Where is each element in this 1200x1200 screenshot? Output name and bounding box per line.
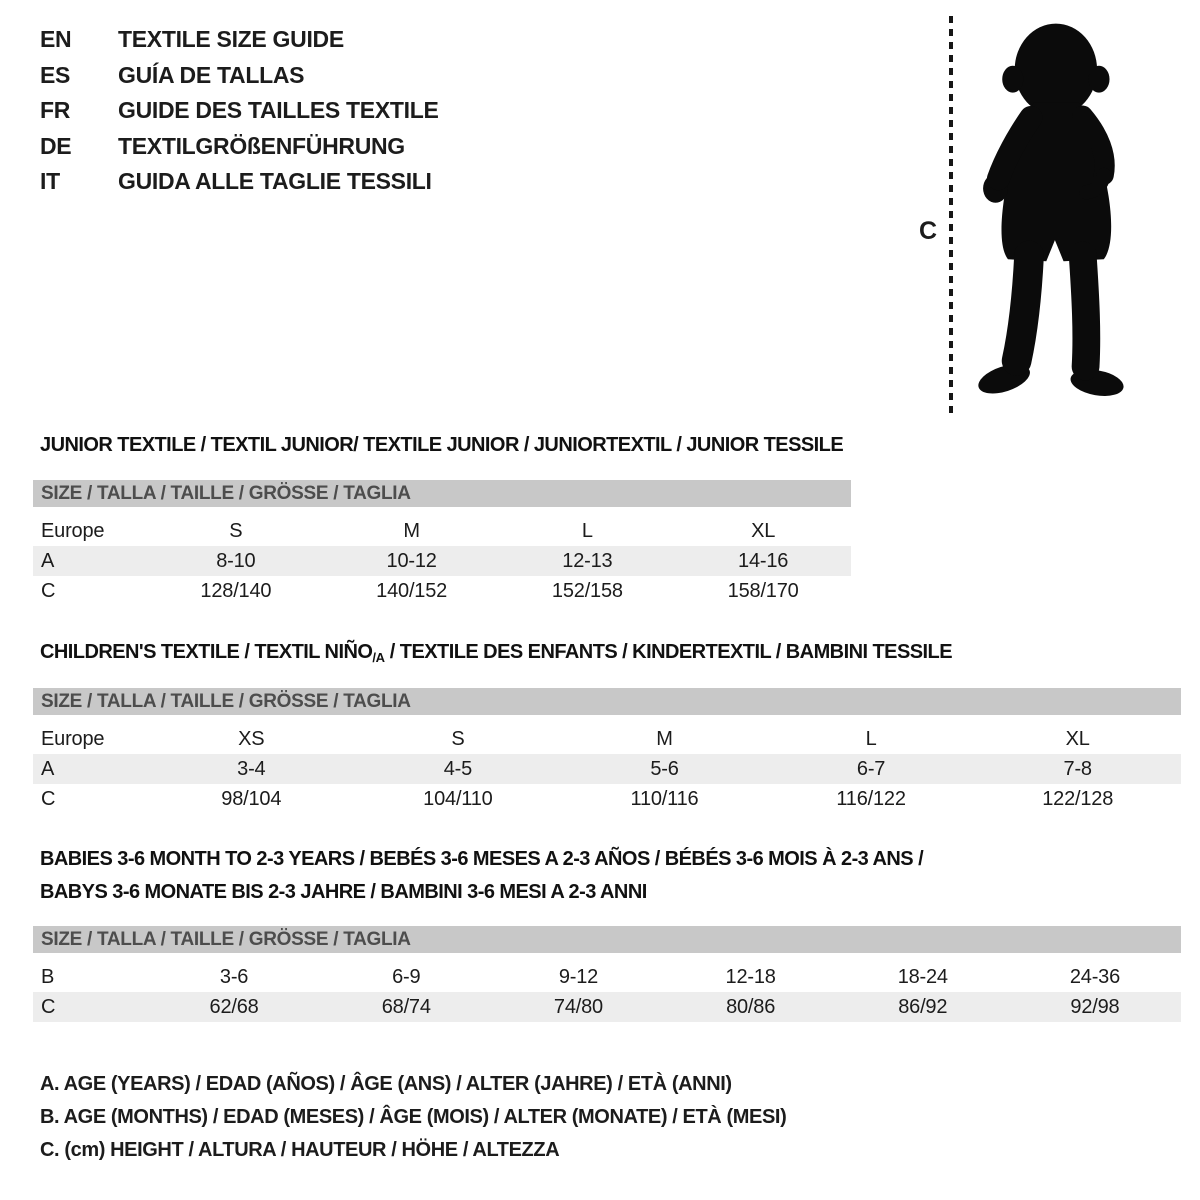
children-title-pre: CHILDREN'S TEXTILE / TEXTIL NIÑO bbox=[40, 641, 373, 663]
lang-row-en bbox=[40, 22, 439, 58]
cell: 10-12 bbox=[386, 549, 437, 572]
measure-legend bbox=[40, 1068, 786, 1167]
cell: M bbox=[656, 727, 673, 750]
cell: 152/158 bbox=[551, 579, 623, 602]
language-title-list bbox=[40, 22, 439, 200]
junior-size-table bbox=[33, 480, 851, 606]
cell: 6-7 bbox=[856, 757, 886, 780]
row-label: C bbox=[41, 995, 56, 1018]
lang-label-en: TEXTILE SIZE GUIDE bbox=[118, 26, 344, 53]
cell: 5-6 bbox=[650, 757, 679, 780]
junior-row-age bbox=[33, 546, 851, 576]
cell: L bbox=[581, 519, 593, 542]
row-label: C bbox=[41, 579, 56, 602]
cell: 110/116 bbox=[630, 787, 699, 810]
height-measure-figure bbox=[905, 14, 1163, 426]
children-title-post: / TEXTILE DES ENFANTS / KINDERTEXTIL / BAMBINI TESSILE bbox=[384, 641, 952, 663]
children-size-table bbox=[33, 688, 1181, 814]
row-label: Europe bbox=[41, 727, 105, 750]
lang-code-en: EN bbox=[40, 26, 72, 53]
cell: 9-12 bbox=[558, 965, 599, 988]
lang-row-fr bbox=[40, 93, 439, 129]
babies-size-header: SIZE / TALLA / TAILLE / GRÖSSE / TAGLIA bbox=[33, 926, 1181, 953]
babies-row-height bbox=[33, 992, 1181, 1022]
cell: 8-10 bbox=[216, 549, 256, 572]
cell: M bbox=[403, 519, 420, 542]
cell: 14-16 bbox=[738, 549, 789, 572]
cell: 92/98 bbox=[1070, 995, 1120, 1018]
cell: 3-6 bbox=[219, 965, 249, 988]
cell: 122/128 bbox=[1042, 787, 1114, 810]
children-row-height bbox=[33, 784, 1181, 814]
cell: 98/104 bbox=[221, 787, 282, 810]
cell: 7-8 bbox=[1063, 757, 1092, 780]
cell: 18-24 bbox=[897, 965, 948, 988]
junior-section-title: JUNIOR TEXTILE / TEXTIL JUNIOR/ TEXTILE JUNIOR / JUNIORTEXTIL / JUNIOR TESSILE bbox=[40, 434, 844, 456]
cell: 116/122 bbox=[836, 787, 906, 810]
cell: 24-36 bbox=[1069, 965, 1121, 988]
legend-height-cm: C. (cm) HEIGHT / ALTURA / HAUTEUR / HÖHE / ALTEZZA bbox=[40, 1139, 560, 1161]
height-dashed-line bbox=[949, 16, 953, 418]
children-section-title bbox=[40, 641, 952, 665]
junior-size-header: SIZE / TALLA / TAILLE / GRÖSSE / TAGLIA bbox=[33, 480, 851, 507]
babies-title-line2: BABYS 3-6 MONATE BIS 2-3 JAHRE / BAMBINI 3-6 MESI A 2-3 ANNI bbox=[40, 881, 647, 903]
cell: XS bbox=[238, 727, 265, 750]
cell: 68/74 bbox=[381, 995, 431, 1018]
cell: L bbox=[865, 727, 877, 750]
children-title-sub: /A bbox=[372, 650, 385, 665]
lang-label-es: GUÍA DE TALLAS bbox=[118, 61, 305, 88]
babies-section-title bbox=[40, 843, 923, 909]
lang-label-de: TEXTILGRÖßENFÜHRUNG bbox=[118, 132, 405, 159]
lang-row-es bbox=[40, 58, 439, 94]
height-c-label: C bbox=[919, 217, 938, 245]
lang-code-es: ES bbox=[40, 61, 71, 88]
lang-code-fr: FR bbox=[40, 97, 71, 124]
junior-row-europe bbox=[33, 516, 851, 546]
junior-row-height bbox=[33, 576, 851, 606]
row-label: C bbox=[41, 787, 56, 810]
lang-label-fr: GUIDE DES TAILLES TEXTILE bbox=[118, 97, 439, 124]
cell: S bbox=[451, 727, 465, 750]
cell: XL bbox=[1065, 727, 1090, 750]
toddler-silhouette-icon bbox=[962, 14, 1144, 426]
babies-row-months bbox=[33, 962, 1181, 992]
children-row-age bbox=[33, 754, 1181, 784]
cell: XL bbox=[751, 519, 776, 542]
legend-age-months: B. AGE (MONTHS) / EDAD (MESES) / ÂGE (MOIS) / ALTER (MONATE) / ETÀ (MESI) bbox=[40, 1106, 787, 1128]
row-label: B bbox=[41, 965, 55, 988]
children-row-europe bbox=[33, 724, 1181, 754]
cell: 74/80 bbox=[553, 995, 603, 1018]
lang-row-it bbox=[40, 164, 439, 200]
babies-title-line1: BABIES 3-6 MONTH TO 2-3 YEARS / BEBÉS 3-6 MESES A 2-3 AÑOS / BÉBÉS 3-6 MOIS À 2-3 ANS / bbox=[40, 848, 924, 870]
babies-size-table bbox=[33, 926, 1181, 1022]
row-label: A bbox=[41, 549, 55, 572]
cell: 158/170 bbox=[727, 579, 799, 602]
cell: 3-4 bbox=[237, 757, 266, 780]
cell: 12-18 bbox=[725, 965, 776, 988]
lang-code-de: DE bbox=[40, 132, 72, 159]
cell: 86/92 bbox=[898, 995, 948, 1018]
lang-label-it: GUIDA ALLE TAGLIE TESSILI bbox=[118, 168, 432, 195]
lang-row-de bbox=[40, 129, 439, 165]
cell: 140/152 bbox=[376, 579, 448, 602]
cell: 128/140 bbox=[200, 579, 272, 602]
row-label: Europe bbox=[41, 519, 105, 542]
cell: 4-5 bbox=[443, 757, 473, 780]
cell: 104/110 bbox=[423, 787, 493, 810]
cell: 6-9 bbox=[392, 965, 421, 988]
cell: 80/86 bbox=[726, 995, 776, 1018]
row-label: A bbox=[41, 757, 55, 780]
cell: 12-13 bbox=[562, 549, 613, 572]
cell: S bbox=[229, 519, 243, 542]
children-size-header: SIZE / TALLA / TAILLE / GRÖSSE / TAGLIA bbox=[33, 688, 1181, 715]
cell: 62/68 bbox=[209, 995, 259, 1018]
legend-age-years: A. AGE (YEARS) / EDAD (AÑOS) / ÂGE (ANS) / ALTER (JAHRE) / ETÀ (ANNI) bbox=[40, 1073, 732, 1095]
lang-code-it: IT bbox=[40, 168, 60, 195]
